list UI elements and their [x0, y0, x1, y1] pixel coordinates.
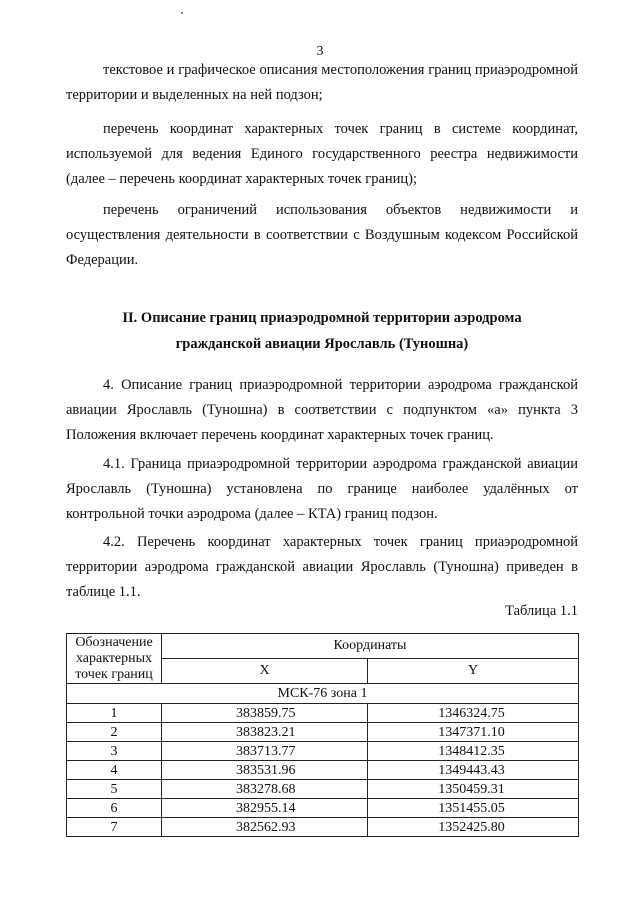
- table-row: [67, 799, 579, 818]
- x-value: 383713.77: [162, 742, 368, 761]
- paragraph-4: 4. Описание границ приаэродромной территории аэродрома гражданской авиации Ярославль (Туношна) в соответствии с подпунктом «а» пункта 3 Положения включает перечень координат характерных точек границ.: [66, 377, 578, 443]
- point-number: 2: [67, 723, 162, 742]
- point-number: 4: [67, 761, 162, 780]
- x-value: 383859.75: [162, 704, 368, 723]
- header-coordinates: Координаты: [162, 634, 579, 659]
- y-value: 1349443.43: [368, 761, 579, 780]
- x-value: 383531.96: [162, 761, 368, 780]
- section-heading-line2: гражданской авиации Ярославль (Туношна): [175, 336, 469, 352]
- header-y: Y: [368, 659, 579, 684]
- point-number: 1: [67, 704, 162, 723]
- paragraph-restrictions-list: перечень ограничений использования объектов недвижимости и осуществления деятельности в соответствии с Воздушным кодексом Российской Федерации.: [66, 202, 578, 268]
- table-row: [67, 761, 579, 780]
- table-row: [67, 780, 579, 799]
- x-value: 383278.68: [162, 780, 368, 799]
- y-value: 1347371.10: [368, 723, 579, 742]
- y-value: 1352425.80: [368, 818, 579, 837]
- x-value: 383823.21: [162, 723, 368, 742]
- table-row: [67, 818, 579, 837]
- header-x: X: [162, 659, 368, 684]
- coordinates-table: [66, 633, 579, 837]
- table-row: [67, 704, 579, 723]
- section-heading-line1: II. Описание границ приаэродромной территории аэродрома: [122, 310, 522, 326]
- table-caption: Таблица 1.1: [505, 603, 578, 619]
- paragraph-text-description: текстовое и графическое описания местоположения границ приаэродромной территории и выделенных на ней подзон;: [66, 62, 578, 103]
- page-number: 3: [316, 44, 324, 59]
- paragraph-4-1: 4.1. Граница приаэродромной территории аэродрома гражданской авиации Ярославль (Туношна) установлена по границе наиболее удалённых от контрольной точки аэродрома (далее – КТА) границ подзон.: [66, 456, 578, 522]
- table-row: [67, 742, 579, 761]
- y-value: 1346324.75: [368, 704, 579, 723]
- x-value: 382562.93: [162, 818, 368, 837]
- point-number: 5: [67, 780, 162, 799]
- y-value: 1350459.31: [368, 780, 579, 799]
- point-number: 6: [67, 799, 162, 818]
- header-designation: Обозначение характерных точек границ: [67, 634, 162, 684]
- paragraph-4-2: 4.2. Перечень координат характерных точек границ приаэродромной территории аэродрома гражданской авиации Ярославль (Туношна) приведен в таблице 1.1.: [66, 534, 578, 600]
- section-heading: [66, 305, 578, 357]
- x-value: 382955.14: [162, 799, 368, 818]
- zone-row: МСК-76 зона 1: [67, 684, 579, 704]
- paragraph-coordinates-list: перечень координат характерных точек границ в системе координат, используемой для ведения Единого государственного реестра недвижимости (далее – перечень координат характерных точек границ);: [66, 121, 578, 187]
- point-number: 3: [67, 742, 162, 761]
- scan-speck: [181, 12, 183, 14]
- y-value: 1348412.35: [368, 742, 579, 761]
- point-number: 7: [67, 818, 162, 837]
- table-row: [67, 723, 579, 742]
- y-value: 1351455.05: [368, 799, 579, 818]
